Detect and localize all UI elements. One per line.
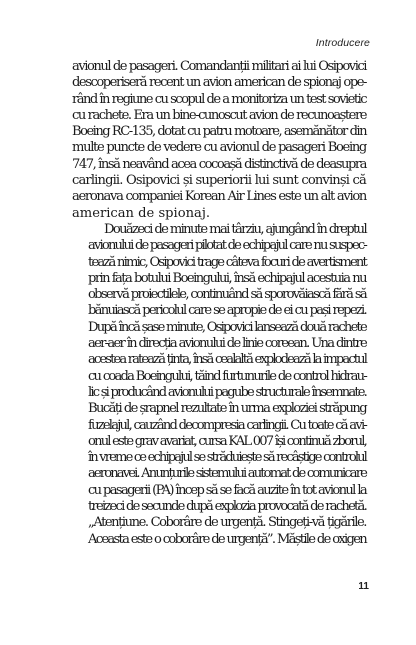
paragraph	[72, 222, 366, 548]
text-line: cu rachete. Era un bine-cunoscut avion de recunoaștere	[72, 107, 366, 123]
text-line: prin fața botului Boeingului, însă echipajul acestuia nu	[88, 270, 366, 286]
text-line: Bucăți de șrapnel rezultate în urma exploziei străpung	[88, 401, 366, 417]
text-line: în vreme ce echipajul se străduiește să recâștige controlul	[88, 450, 366, 466]
page-number: 11	[358, 581, 369, 592]
text-line: cu pasagerii (PA) încep să se facă auzite în tot avionul la	[88, 482, 366, 498]
text-line: „Atențiune. Coborâre de urgență. Stingeți-vă țigările.	[88, 515, 366, 531]
running-head: Introducere	[315, 37, 370, 49]
text-line: aeronavei. Anunțurile sistemului automat de comunicare	[88, 466, 366, 482]
text-line: onul este grav avariat, cursa KAL 007 își continuă zborul,	[88, 433, 366, 449]
text-line: avionul de pasageri. Comandanții militari ai lui Osipovici	[72, 59, 366, 74]
text-line: fuzelajul, cauzând decompresia carlingii. Cu toate că avi-	[88, 417, 366, 433]
text-line: Boeing RC-135, dotat cu patru motoare, asemănător din	[72, 124, 366, 140]
text-line: multe puncte de vedere cu avionul de pasageri Boeing	[72, 140, 366, 156]
text-line: bănuiască pericolul care se apropie de ei cu pași repezi.	[88, 303, 366, 319]
text-line: rând în regiune cu scopul de a monitoriza un test sovietic	[72, 91, 366, 107]
text-line: Douăzeci de minute mai târziu, ajungând în dreptul	[104, 221, 366, 237]
text-line: observă proiectilele, continuând să sporovăiască fără să	[88, 287, 366, 303]
paragraph	[72, 59, 366, 222]
text-line: treizeci de secunde după explozia provocată de rachetă.	[88, 499, 366, 515]
text-line: tează nimic, Osipovici trage câteva focuri de avertisment	[88, 254, 366, 270]
text-line: După încă șase minute, Osipovici lansează două rachete	[88, 319, 366, 335]
text-line: descoperiseră recent un avion american de spionaj ope-	[72, 75, 366, 91]
text-line: Aceasta este o coborâre de urgență”. Măștile de oxigen	[88, 531, 366, 547]
text-line: 747, însă neavând acea cocoașă distinctivă de deasupra	[72, 156, 366, 172]
text-line: avionului de pasageri pilotat de echipajul care nu suspec-	[88, 238, 366, 254]
text-line: acestea ratează ținta, însă cealaltă explodează la impactul	[88, 352, 366, 368]
text-line: cu coada Boeingului, tăind furtunurile de control hidrau-	[88, 368, 366, 384]
text-line: lic și producând avionului pagube structurale însemnate.	[88, 384, 366, 400]
text-line: aeronava companiei Korean Air Lines este un alt avion	[72, 189, 366, 205]
text-line: american de spionaj.	[72, 205, 211, 221]
text-line: carlingii. Osipovici și superiorii lui sunt convinși că	[72, 173, 366, 189]
body-text	[72, 59, 366, 548]
text-line: aer-aer în direcția avionului de linie coreean. Una dintre	[88, 336, 366, 352]
